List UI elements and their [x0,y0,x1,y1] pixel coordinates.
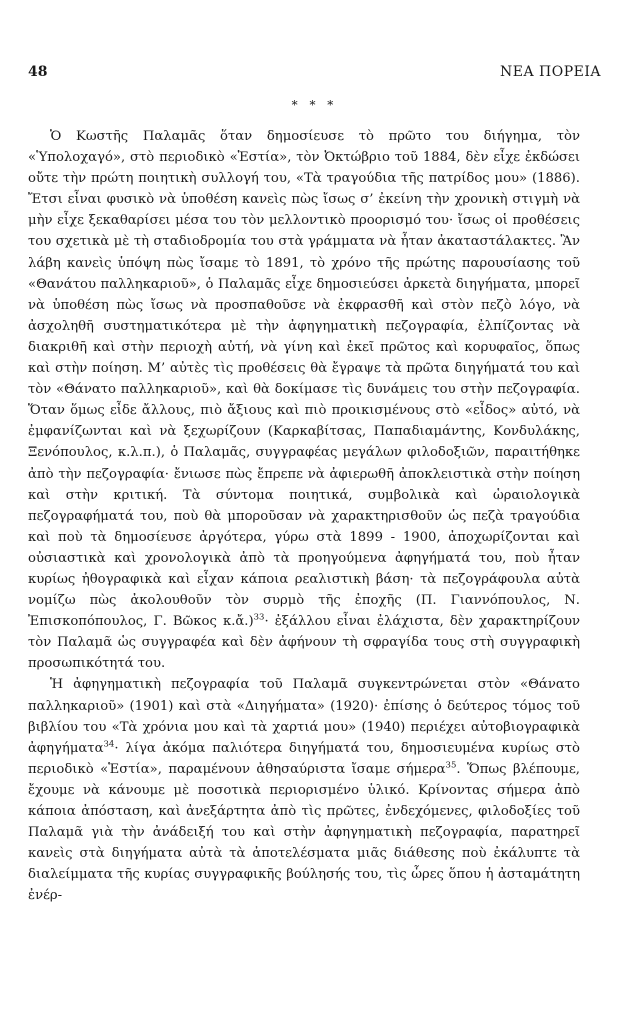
paragraph [28,674,580,906]
text-run: Ὁ Κωστῆς Παλαμᾶς ὅταν δημοσίευσε τὸ πρῶτο του διήγημα, τὸν «Ὑπολοχαγό», στὸ περιοδικὸ «Ἑστία», τὸν Ὀκτώβριο τοῦ 1884, δὲν εἶχε ἐκδώσει οὔτε τὴν πρώτη ποιητικὴ συλλογή του, «Τὰ τραγούδια τῆς πατρίδος μου» (1886). Ἔτσι εἶναι φυσικὸ νὰ ὑποθέση κανεὶς πὼς ἴσως σ’ ἐκείνη τὴν χρονικὴ στιγμὴ νὰ μὴν εἶχε ξεκαθαρίσει μέσα του τὸν μελλοντικὸ προορισμό του· ἴσως οἱ προθέσεις του σχετικὰ μὲ τὴ σταδιοδρομία του στὰ γράμματα νὰ ἦταν ἀκαταστάλακτες. Ἂν λάβη κανεὶς ὑπόψη πὼς ἴσαμε τὸ 1891, τὸ χρόνο τῆς πρώτης παρουσίασης τοῦ «Θανάτου παλληκαριοῦ», ὁ Παλαμᾶς εἶχε δημοσιεύσει ἀρκετὰ διηγήματα, μπορεῖ νὰ ὑποθέση πὼς ἴσως νὰ προσπαθοῦσε νὰ ἐκφρασθῆ καὶ στὸν πεζὸ λόγο, νὰ ἀσχοληθῆ συστηματικότερα μὲ τὴν ἀφηγηματικὴ πεζογραφία, ἐλπίζοντας νὰ διακριθῆ καὶ στὴν περιοχὴ αὐτή, νὰ γίνη καὶ ἐκεῖ πρῶτος καὶ κορυφαῖος, ὅπως καὶ στὴν ποίηση. Μ’ αὐτὲς τὶς προθέσεις θὰ ἔγραψε τὰ πρῶτα διηγήματά του καὶ τὸν «Θάνατο παλληκαριοῦ», καὶ θὰ δοκίμασε τὶς δυνάμεις του στὴν πεζογραφία. Ὅταν ὅμως εἶδε ἄλλους, πιὸ ἄξιους καὶ πιὸ προικισμένους στὸ «εἶδος» αὐτό, νὰ ἐμφανίζωνται καὶ νὰ ξεχωρίζουν (Καρκαβίτσας, Παπαδιαμάντης, Κονδυλάκης, Ξενόπουλος, κ.λ.π.), ὁ Παλαμᾶς, συγγραφέας μεγάλων φιλοδοξιῶν, παραιτήθηκε ἀπὸ τὴν πεζογραφία· ἔνιωσε πὼς ἔπρεπε νὰ ἀφιερωθῆ ἀποκλειστικὰ στὴν ποίηση καὶ στὴν κριτική. Τὰ σύντομα ποιητικά, συμβολικὰ καὶ ὡραιολογικὰ πεζογραφήματά του, ποὺ θὰ μποροῦσαν νὰ χαρακτηρισθοῦν ὡς πεζὰ τραγούδια καὶ ποὺ τὰ δημοσίευσε ἀργότερα, γύρω στὰ 1899 - 1900, ἀποχωρίζονται καὶ οὐσιαστικὰ καὶ χρονολογικὰ ἀπὸ τὰ προηγούμενα ἀφηγήματά του, ποὺ ἦταν κυρίως ἠθογραφικὰ καὶ εἶχαν κάποια ρεαλιστικὴ βάση· τὰ πεζογράφουλα αὐτὰ νομίζω πὼς ἀκολουθοῦν τὸν συρμὸ τῆς ἐποχῆς (Π. Γιαννόπουλος, Ν. Ἐπισκοπόπουλος, Γ. Βῶκος κ.ἄ.) [28,129,580,630]
text-run: . Ὅπως βλέπουμε, ἔχουμε νὰ κάνουμε μὲ ποσοτικὰ περιορισμένο ὑλικό. Κρίνοντας σήμερα ἀπὸ κάποια ἀπόσταση, καὶ ἀνεξάρτητα ἀπὸ τὶς πρῶτες, ἐνδεχόμενες, φιλοδοξίες τοῦ Παλαμᾶ γιὰ τὴν ἀνάδειξή του καὶ στὴν ἀφηγηματικὴ πεζογραφία, παρατηρεῖ κανεὶς στὰ διηγήματα αὐτὰ τὰ ἀποτελέσματα μιᾶς διάθεσης ποὺ ἐκάλυπτε τὰ διαλείμματα τῆς κυρίας συγγραφικῆς βούλησής του, τὶς ὧρες ὅπου ἡ ἀσταμάτητη ἐνέρ- [28,761,580,904]
footnote-marker: 33 [253,612,265,623]
footnote-marker: 35 [445,760,457,771]
paragraph [28,126,580,674]
footnote-marker: 34 [103,739,115,750]
page-number: 48 [28,64,48,80]
running-head: ΝΕΑ ΠΟΡΕΙΑ [500,64,601,80]
text-run: · λίγα ἀκόμα παλιότερα διηγήματά του, δημοσιευμένα κυρίως στὸ περιοδικὸ «Ἑστία», παραμένουν ἀθησαύριστα ἴσαμε σήμερα [28,740,580,777]
body-text [28,126,580,906]
text-run: Ἡ ἀφηγηματικὴ πεζογραφία τοῦ Παλαμᾶ συγκεντρώνεται στὸν «Θάνατο παλληκαριοῦ» (1901) καὶ στὰ «Διηγήματα» (1920)· ἐπίσης ὁ δεύτερος τόμος τοῦ βιβλίου του «Τὰ χρόνια μου καὶ τὰ χαρτιά μου» (1940) περιέχει αὐτοβιογραφικὰ ἀφηγήματα [28,677,580,756]
text-run: · ἐξάλλου εἶναι ἐλάχιστα, δὲν χαρακτηρίζουν τὸν Παλαμᾶ ὡς συγγραφέα καὶ δὲν ἀφήνουν τὴ σφραγίδα τους στὴ συγγραφικὴ προσωπικότητά του. [28,614,581,672]
page-header [28,64,601,86]
section-ornament: * * * [291,98,338,112]
